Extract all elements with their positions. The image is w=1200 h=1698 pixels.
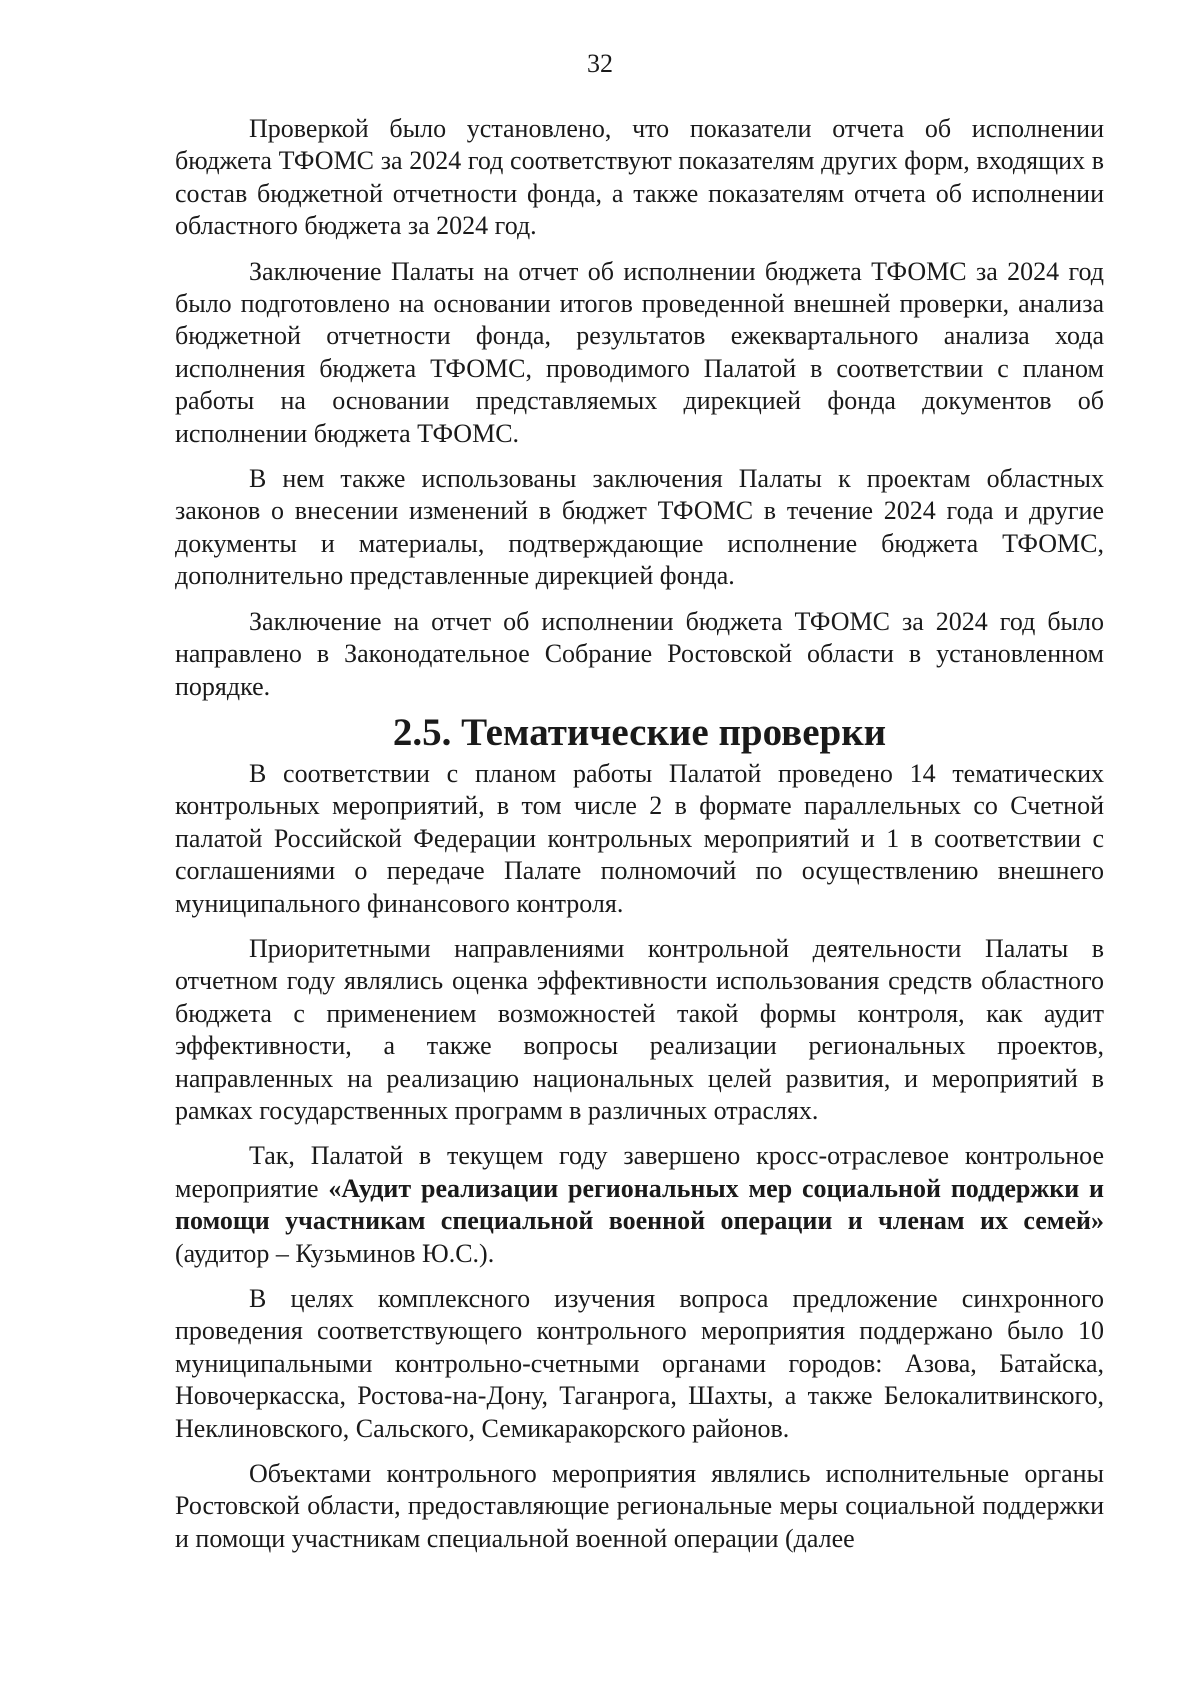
paragraph-priority-directions: Приоритетными направлениями контрольной деятельности Палаты в отчетном году являлись оценка эффективности использования средств областного бюджета с применением возможностей такой формы контроля, как аудит эффективности, а также вопросы реализации региональных проектов, направленных на реализацию национальных целей развития, и мероприятий в рамках государственных программ в различных отраслях. (175, 933, 1104, 1125)
paragraph-audit-objects: Объектами контрольного мероприятия являлись исполнительные органы Ростовской области, предоставляющие региональные меры социальной поддержки и помощи участникам специальной военной операции (далее (175, 1459, 1104, 1553)
page-body (175, 113, 1104, 1568)
paragraph-conclusion-sent: Заключение на отчет об исполнении бюджета ТФОМС за 2024 год было направлено в Законодательное Собрание Ростовской области в установленном порядке. (175, 606, 1104, 701)
paragraph-municipal-bodies: В целях комплексного изучения вопроса предложение синхронного проведения соответствующего контрольного мероприятия поддержано было 10 муниципальными контрольно-счетными органами городов: Азова, Батайска, Новочеркасска, Ростова-на-Дону, Таганрога, Шахты, а также Белокалитвинского, Неклиновского, Сальского, Семикаракорского районов. (175, 1284, 1104, 1443)
paragraph-thematic-audits-count: В соответствии с планом работы Палатой проведено 14 тематических контрольных мероприятий, в том числе 2 в формате параллельных со Счетной палатой Российской Федерации контрольных мероприятий и 1 в соответствии с соглашениями о передаче Палате полномочий по осуществлению внешнего муниципального финансового контроля. (175, 758, 1104, 918)
paragraph-verification-result: Проверкой было установлено, что показатели отчета об исполнении бюджета ТФОМС за 2024 год соответствуют показателям других форм, входящих в состав бюджетной отчетности фонда, а также показателям отчета об исполнении областного бюджета за 2024 год. (175, 114, 1104, 241)
paragraph-cross-sector-audit (175, 1140, 1104, 1270)
section-heading: 2.5. Тематические проверки (392, 710, 887, 754)
paragraph-used-documents: В нем также использованы заключения Палаты к проектам областных законов о внесении изменений в бюджет ТФОМС в течение 2024 года и другие документы и материалы, подтверждающие исполнение бюджета ТФОМС, дополнительно представленные дирекцией фонда. (175, 464, 1104, 591)
paragraph-text: Так, Палатой в текущем году завершено кросс-отраслевое контрольное мероприятие (175, 1141, 1104, 1203)
paragraph-text: (аудитор – Кузьминов Ю.С.). (175, 1238, 495, 1268)
paragraph-chamber-conclusion: Заключение Палаты на отчет об исполнении бюджета ТФОМС за 2024 год было подготовлено на основании итогов проведенной внешней проверки, анализа бюджетной отчетности фонда, результатов ежеквартального анализа хода исполнения бюджета ТФОМС, проводимого Палатой в соответствии с планом работы на основании представляемых дирекцией фонда документов об исполнении бюджета ТФОМС. (175, 256, 1104, 448)
audit-title: «Аудит реализации региональных мер социальной поддержки и помощи участникам специальной военной операции и членам их семей» (175, 1173, 1104, 1236)
page-number: 32 (587, 49, 613, 78)
